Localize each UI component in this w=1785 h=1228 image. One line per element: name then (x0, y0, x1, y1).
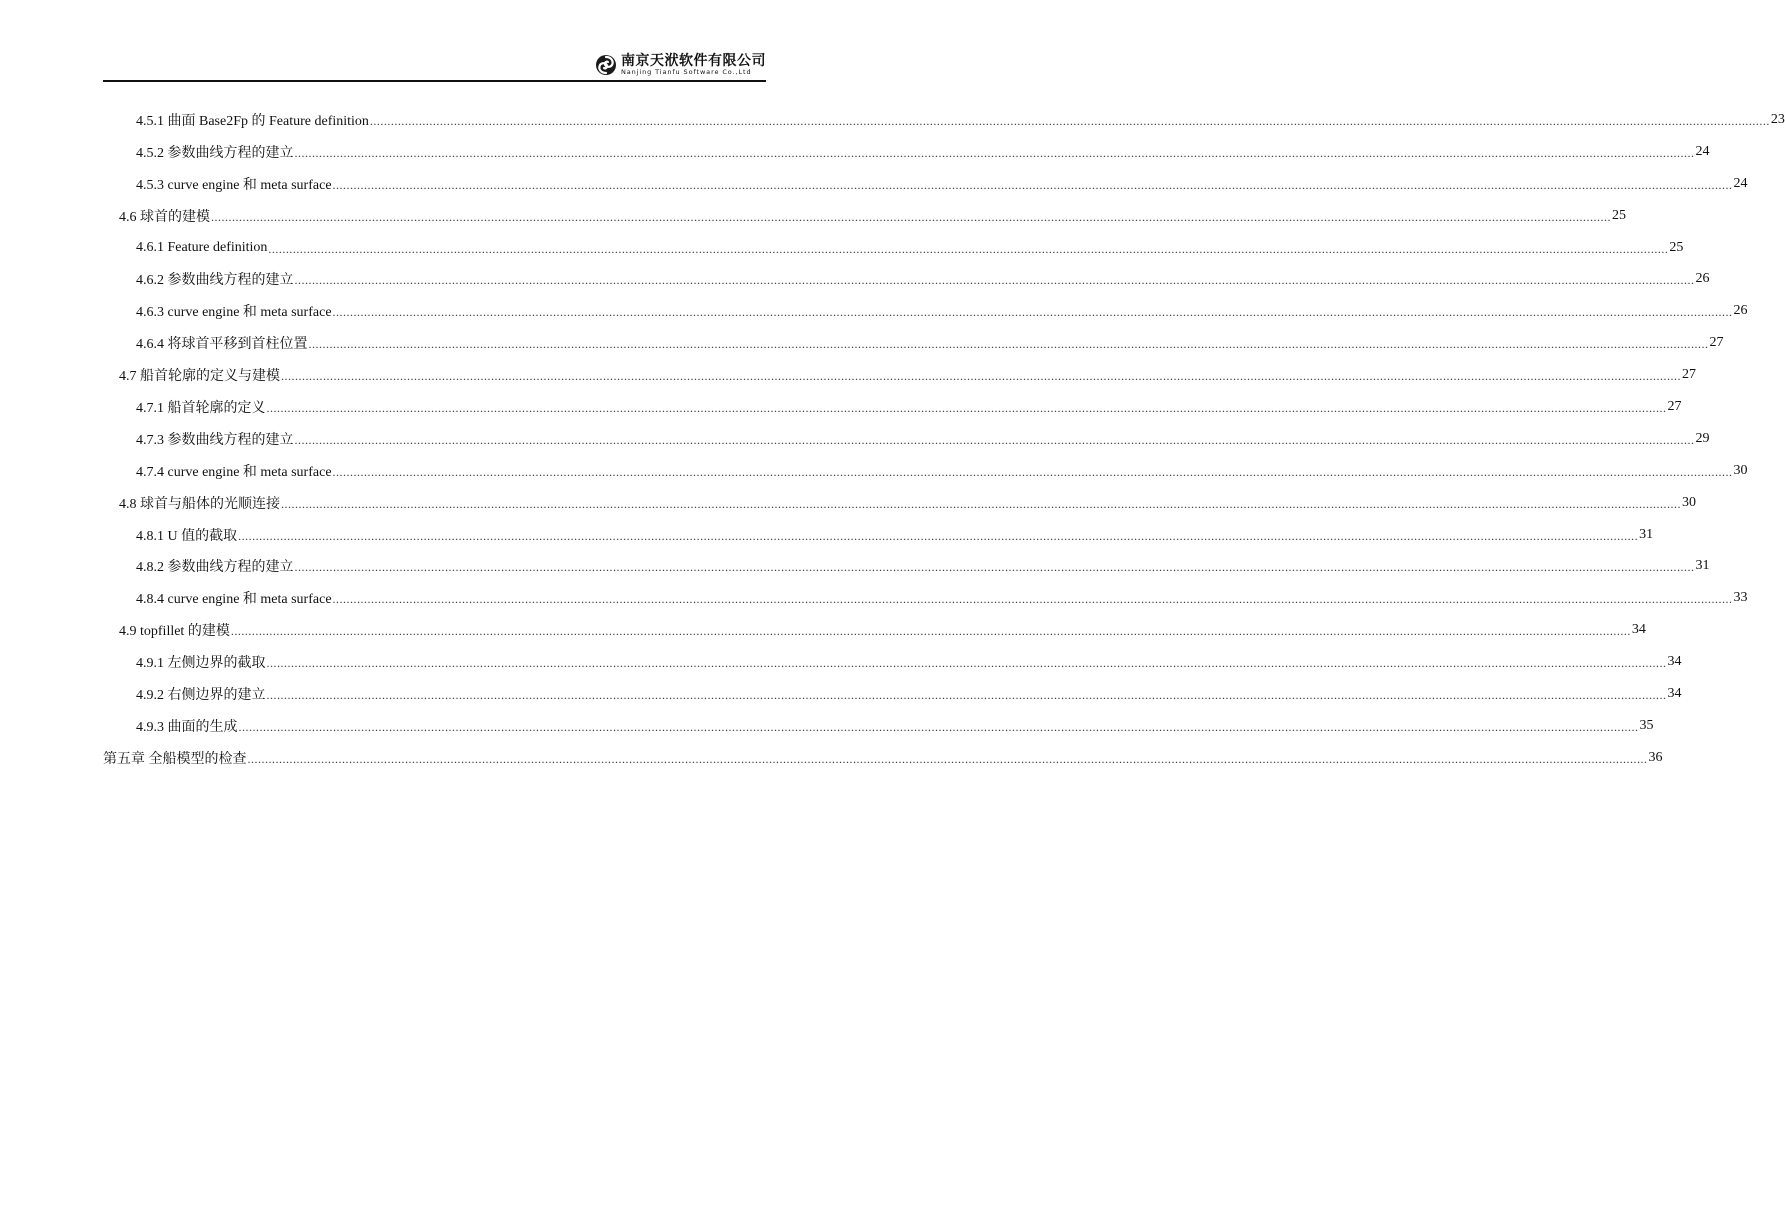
toc-page-number: 27 (1709, 335, 1724, 351)
toc-entry-title: 4.6.3 curve engine 和 meta surface (136, 305, 332, 321)
toc-entry[interactable] (103, 582, 1748, 614)
toc-page-number: 25 (1612, 207, 1626, 223)
toc-entry-title: 4.5.1 曲面 Base2Fp 的 Feature definition (136, 113, 369, 129)
toc-page-number: 35 (1639, 717, 1654, 733)
toc-entry[interactable] (103, 232, 1684, 264)
toc-dot-leader: ................................................................................................................................................................................................................................................................................................................................................................................................................ (238, 719, 1639, 734)
table-of-contents (103, 104, 1785, 774)
toc-entry[interactable] (103, 742, 1663, 774)
toc-entry[interactable] (103, 359, 1696, 391)
toc-entry[interactable] (103, 614, 1646, 646)
toc-entry[interactable] (103, 550, 1710, 582)
toc-dot-leader: ................................................................................................................................................................................................................................................................................................................................................................................................................ (211, 209, 1611, 224)
toc-page-number: 30 (1733, 462, 1748, 478)
company-name (621, 54, 766, 76)
toc-page-number: 25 (1669, 239, 1684, 255)
toc-entry[interactable] (103, 678, 1682, 710)
toc-entry-title: 4.7.4 curve engine 和 meta surface (136, 464, 332, 480)
toc-entry-title: 4.7.3 参数曲线方程的建立 (136, 432, 294, 448)
toc-dot-leader: ................................................................................................................................................................................................................................................................................................................................................................................................................ (266, 687, 1667, 702)
swirl-logo-icon (595, 54, 617, 76)
toc-entry[interactable] (103, 487, 1696, 519)
toc-dot-leader: ................................................................................................................................................................................................................................................................................................................................................................................................................ (332, 592, 1733, 607)
toc-entry-title: 4.8.4 curve engine 和 meta surface (136, 592, 332, 608)
toc-entry[interactable] (103, 200, 1626, 232)
toc-page-number: 26 (1695, 271, 1710, 287)
toc-entry-title: 4.6 球首的建模 (119, 209, 210, 225)
toc-entry[interactable] (103, 519, 1654, 551)
toc-dot-leader: ................................................................................................................................................................................................................................................................................................................................................................................................................ (238, 528, 1639, 543)
toc-dot-leader: ................................................................................................................................................................................................................................................................................................................................................................................................................ (266, 656, 1667, 671)
toc-dot-leader: ................................................................................................................................................................................................................................................................................................................................................................................................................ (294, 145, 1695, 160)
toc-dot-leader: ................................................................................................................................................................................................................................................................................................................................................................................................................ (247, 751, 1648, 766)
toc-entry-title: 4.9 topfillet 的建模 (119, 624, 230, 640)
toc-dot-leader: ................................................................................................................................................................................................................................................................................................................................................................................................................ (294, 273, 1695, 288)
toc-entry[interactable] (103, 327, 1724, 359)
toc-entry[interactable] (103, 168, 1748, 200)
toc-entry[interactable] (103, 391, 1682, 423)
toc-dot-leader: ................................................................................................................................................................................................................................................................................................................................................................................................................ (266, 400, 1667, 415)
toc-page-number: 23 (1770, 111, 1785, 127)
toc-dot-leader: ................................................................................................................................................................................................................................................................................................................................................................................................................ (369, 113, 1770, 128)
toc-page-number: 30 (1682, 494, 1696, 510)
toc-page-number: 36 (1648, 749, 1663, 765)
toc-page-number: 24 (1733, 175, 1748, 191)
toc-page-number: 27 (1667, 398, 1682, 414)
toc-page-number: 26 (1733, 303, 1748, 319)
toc-page-number: 34 (1667, 685, 1682, 701)
toc-entry[interactable] (103, 646, 1682, 678)
toc-entry-title: 4.5.3 curve engine 和 meta surface (136, 177, 332, 193)
toc-dot-leader: ................................................................................................................................................................................................................................................................................................................................................................................................................ (332, 305, 1733, 320)
toc-entry-title: 4.9.3 曲面的生成 (136, 719, 238, 735)
toc-entry[interactable] (103, 455, 1748, 487)
company-logo (595, 52, 766, 78)
toc-entry-title: 4.5.2 参数曲线方程的建立 (136, 145, 294, 161)
toc-dot-leader: ................................................................................................................................................................................................................................................................................................................................................................................................................ (294, 432, 1695, 447)
toc-dot-leader: ................................................................................................................................................................................................................................................................................................................................................................................................................ (294, 560, 1695, 575)
toc-entry[interactable] (103, 104, 1785, 136)
toc-page-number: 33 (1733, 590, 1748, 606)
toc-entry-title: 4.6.1 Feature definition (136, 239, 268, 255)
toc-page-number: 31 (1639, 526, 1654, 542)
toc-page-number: 27 (1682, 367, 1696, 383)
toc-dot-leader: ................................................................................................................................................................................................................................................................................................................................................................................................................ (308, 337, 1709, 352)
toc-entry[interactable] (103, 263, 1710, 295)
toc-dot-leader: ................................................................................................................................................................................................................................................................................................................................................................................................................ (332, 464, 1733, 479)
toc-entry-title: 4.9.2 右侧边界的建立 (136, 687, 266, 703)
toc-page-number: 34 (1631, 622, 1646, 638)
toc-page-number: 31 (1695, 558, 1710, 574)
toc-entry-title: 4.8 球首与船体的光顺连接 (119, 496, 280, 512)
page-header (103, 48, 766, 82)
toc-entry-title: 4.8.1 U 值的截取 (136, 528, 238, 544)
toc-entry-title: 4.7.1 船首轮廓的定义 (136, 400, 266, 416)
company-name-en: Nanjing Tianfu Software Co.,Ltd (621, 68, 752, 77)
toc-entry[interactable] (103, 710, 1654, 742)
toc-page-number: 24 (1695, 143, 1710, 159)
toc-entry-title: 4.8.2 参数曲线方程的建立 (136, 560, 294, 576)
toc-dot-leader: ................................................................................................................................................................................................................................................................................................................................................................................................................ (230, 624, 1631, 639)
toc-dot-leader: ................................................................................................................................................................................................................................................................................................................................................................................................................ (281, 369, 1681, 384)
toc-dot-leader: ................................................................................................................................................................................................................................................................................................................................................................................................................ (332, 177, 1733, 192)
toc-entry[interactable] (103, 295, 1748, 327)
toc-dot-leader: ................................................................................................................................................................................................................................................................................................................................................................................................................ (281, 496, 1681, 511)
toc-entry-title: 4.6.4 将球首平移到首柱位置 (136, 337, 308, 353)
toc-entry[interactable] (103, 136, 1710, 168)
header-rule (103, 80, 766, 82)
toc-entry-title: 4.9.1 左侧边界的截取 (136, 656, 266, 672)
toc-entry-title: 4.6.2 参数曲线方程的建立 (136, 273, 294, 289)
company-name-cn: 南京天洑软件有限公司 (621, 53, 766, 70)
toc-entry-title: 第五章 全船模型的检查 (103, 751, 247, 767)
toc-page-number: 34 (1667, 654, 1682, 670)
toc-entry-title: 4.7 船首轮廓的定义与建模 (119, 369, 280, 385)
toc-dot-leader: ................................................................................................................................................................................................................................................................................................................................................................................................................ (268, 241, 1669, 256)
toc-page-number: 29 (1695, 430, 1710, 446)
toc-entry[interactable] (103, 423, 1710, 455)
